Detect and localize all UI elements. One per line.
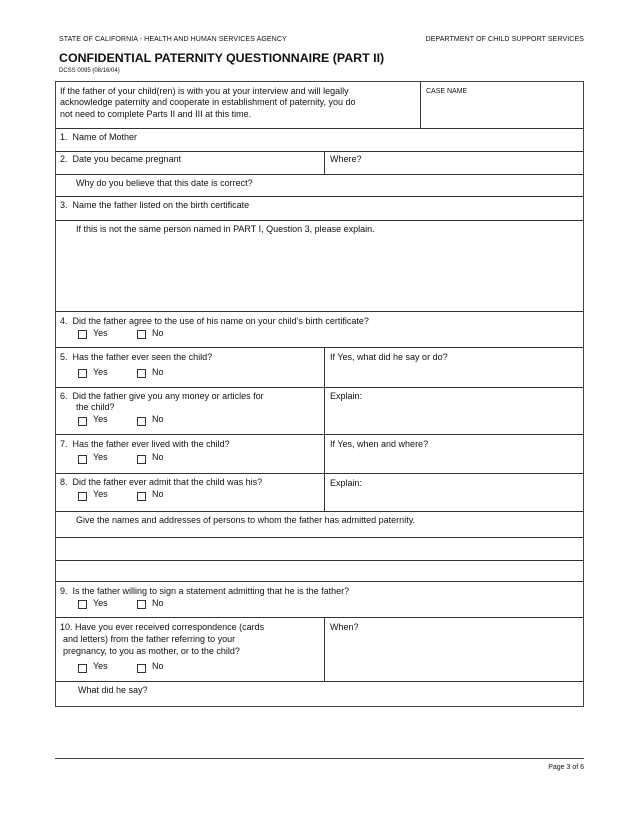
q4-no-checkbox[interactable] [137,330,146,339]
q6-yes-label: Yes [93,414,108,424]
q7-divider [324,434,325,473]
q1-label: 1. Name of Mother [60,132,138,142]
q10-no-label: No [152,661,164,671]
q6-label-line-2: the child? [76,402,115,412]
q5-label: 5. Has the father ever seen the child? [60,352,213,362]
q4-no-label: No [152,328,164,338]
q4-yes-label: Yes [93,328,108,338]
q3-label: 3. Name the father listed on the birth certificate [60,200,250,210]
q5-divider [324,347,325,387]
q2-divider [324,151,325,174]
divider [56,174,583,175]
q8-divider [324,473,325,511]
q6-divider [324,387,325,434]
q9-yes-label: Yes [93,598,108,608]
intro-line-2: acknowledge paternity and cooperate in establishment of paternity, you do [60,97,356,107]
q5-yes-label: Yes [93,367,108,377]
q8-yes-label: Yes [93,489,108,499]
divider [56,220,583,221]
divider [56,511,583,512]
q7-no-checkbox[interactable] [137,455,146,464]
q8-label: 8. Did the father ever admit that the child was his? [60,477,263,487]
q5-right-label: If Yes, what did he say or do? [330,352,448,362]
q7-yes-checkbox[interactable] [78,455,87,464]
intro-line-3: not need to complete Parts II and III at this time. [60,109,252,119]
q8-no-checkbox[interactable] [137,492,146,501]
q10-yes-label: Yes [93,661,108,671]
divider [56,151,583,152]
divider [56,617,583,618]
q9-label: 9. Is the father willing to sign a statement admitting that he is the father? [60,586,350,596]
q10-right-label: When? [330,622,359,632]
q10-said-label: What did he say? [78,685,148,695]
q2-label: 2. Date you became pregnant [60,154,182,164]
q5-yes-checkbox[interactable] [78,369,87,378]
q8-yes-checkbox[interactable] [78,492,87,501]
footer-divider [55,758,584,759]
q6-no-label: No [152,414,164,424]
q9-no-label: No [152,598,164,608]
divider [56,196,583,197]
divider [56,473,583,474]
agency-header: STATE OF CALIFORNIA - HEALTH AND HUMAN SERVICES AGENCY [59,36,287,43]
q6-label-line-1: 6. Did the father give you any money or articles for [60,391,264,401]
q8-names-label: Give the names and addresses of persons to whom the father has admitted paternity. [76,515,416,525]
divider [56,311,583,312]
intro-line-1: If the father of your child(ren) is with you at your interview and will legally [60,86,349,96]
divider [56,560,583,561]
q10-label-line-3: pregnancy, to you as mother, or to the child? [63,646,240,656]
form-title: CONFIDENTIAL PATERNITY QUESTIONNAIRE (PART II) [59,51,385,65]
divider [56,347,583,348]
case-name-divider [420,82,421,128]
questionnaire-form [55,81,584,707]
q10-yes-checkbox[interactable] [78,664,87,673]
divider [56,434,583,435]
q3-explain-label: If this is not the same person named in PART I, Question 3, please explain. [76,224,375,234]
q5-no-label: No [152,367,164,377]
divider [56,537,583,538]
q8-no-label: No [152,489,164,499]
q8-right-label: Explain: [330,478,363,488]
q10-divider [324,617,325,681]
q9-no-checkbox[interactable] [137,600,146,609]
case-name-label: CASE NAME [426,88,468,95]
q4-label: 4. Did the father agree to the use of his name on your child's birth certificate? [60,316,369,326]
q2-where-label: Where? [330,154,362,164]
q6-yes-checkbox[interactable] [78,417,87,426]
q10-no-checkbox[interactable] [137,664,146,673]
q6-right-label: Explain: [330,391,363,401]
q9-yes-checkbox[interactable] [78,600,87,609]
q5-no-checkbox[interactable] [137,369,146,378]
divider [56,581,583,582]
q10-label-line-1: 10. Have you ever received correspondence (cards [60,622,265,632]
q6-no-checkbox[interactable] [137,417,146,426]
q10-label-line-2: and letters) from the father referring to your [63,634,236,644]
divider [56,681,583,682]
form-number: DCSS 0095 (08/16/04) [59,68,120,74]
q7-label: 7. Has the father ever lived with the child? [60,439,230,449]
q4-yes-checkbox[interactable] [78,330,87,339]
q7-yes-label: Yes [93,452,108,462]
q7-no-label: No [152,452,164,462]
q7-right-label: If Yes, when and where? [330,439,429,449]
divider [56,387,583,388]
department-header: DEPARTMENT OF CHILD SUPPORT SERVICES [425,36,584,43]
page-number: Page 3 of 6 [548,764,584,771]
divider [56,128,583,129]
q2-why-label: Why do you believe that this date is correct? [76,178,253,188]
